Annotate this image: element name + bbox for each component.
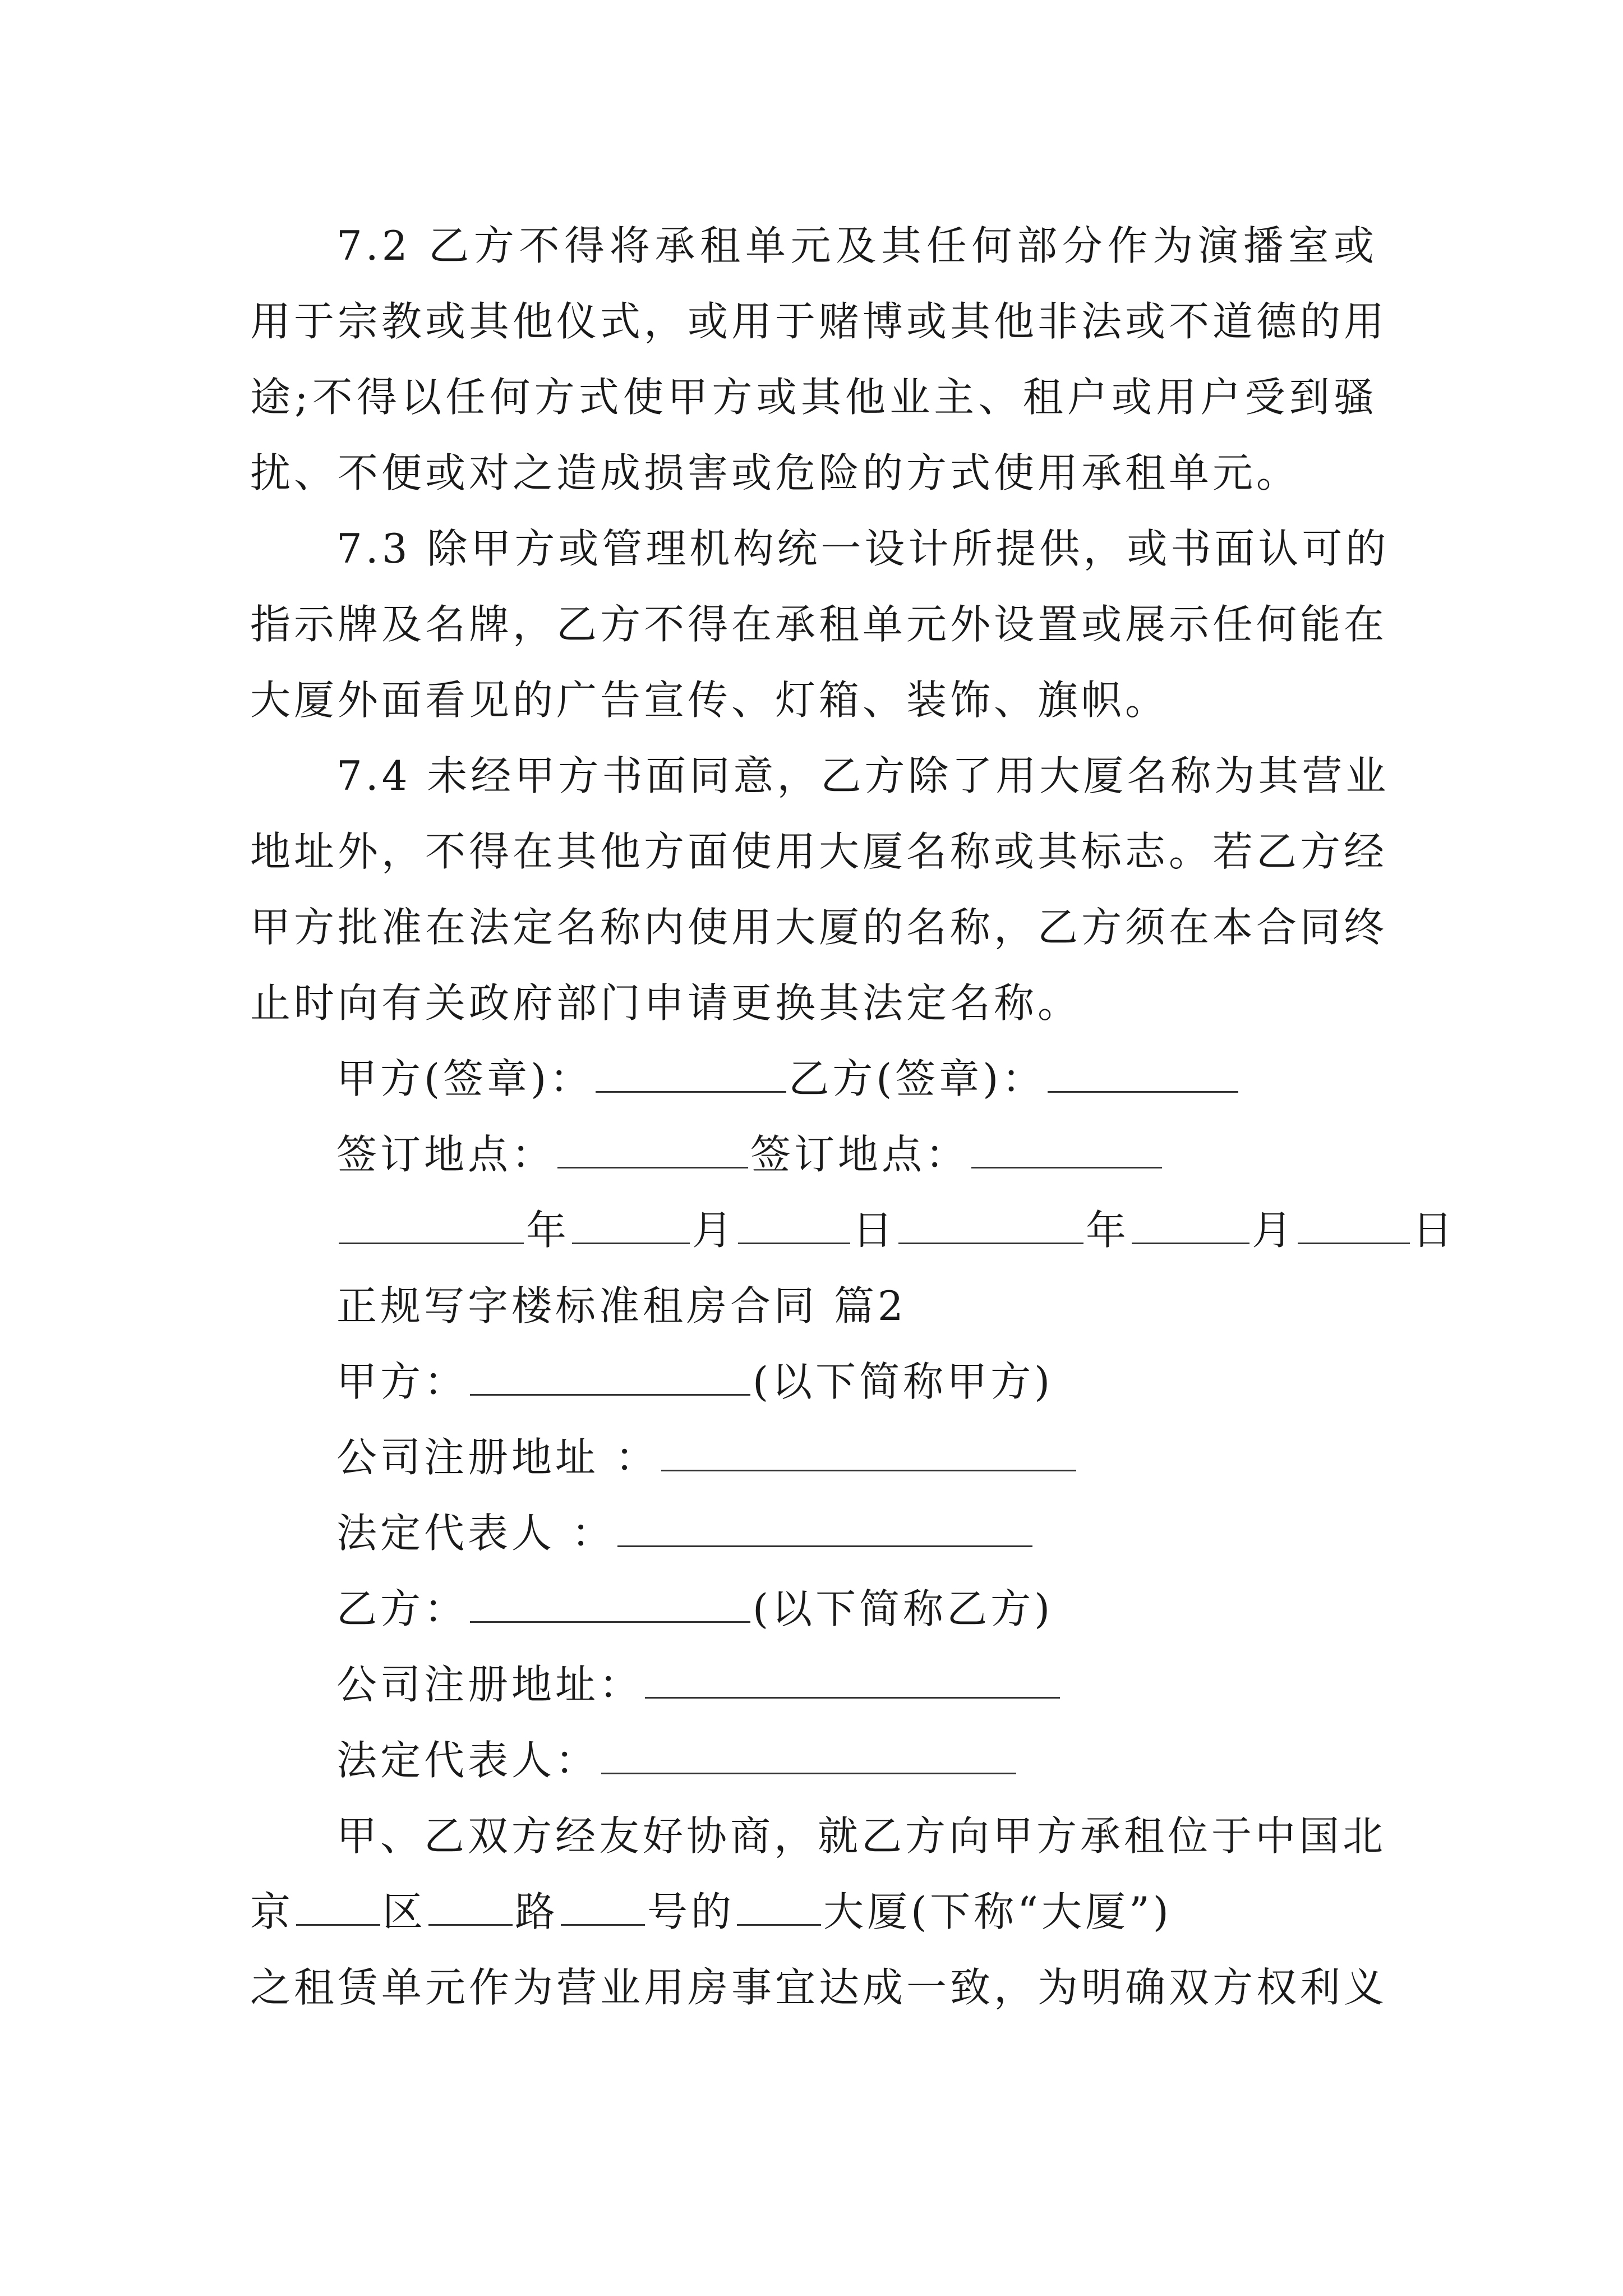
sec74-line-4: 止时向有关政府部门申请更换其法定名称。 [250,979,1082,1027]
district-blank[interactable] [296,1884,380,1926]
party-a-address-row [336,1429,1078,1485]
intro-line-2 [250,1884,1172,1940]
year-b-blank[interactable] [898,1202,1083,1244]
place-b-label: 签订地点： [750,1131,970,1178]
place-a-label: 签订地点： [336,1131,556,1178]
party-b-sign-label: 乙方(签章)： [789,1055,1046,1102]
sec72-line-3: 途;不得以任何方式使甲方或其他业主、租户或用户受到骚 [250,374,1377,421]
road-blank[interactable] [428,1884,513,1926]
intro-lu: 路 [515,1888,559,1935]
intro-building: 大厦(下称“大厦”) [823,1888,1172,1935]
party-b-address-label: 公司注册地址： [336,1661,643,1708]
party-a-rep-row [336,1505,1035,1561]
party-b-sign-blank[interactable] [1048,1051,1238,1093]
party-a-label: 甲方： [336,1358,468,1405]
party-a-address-blank[interactable] [661,1429,1076,1471]
intro-hao-de: 号的 [647,1888,735,1935]
party-b-name-blank[interactable] [470,1581,750,1623]
day-a-blank[interactable] [738,1202,850,1244]
building-blank[interactable] [737,1884,821,1926]
day-a-label: 日 [852,1207,897,1254]
signing-place-row [336,1126,1164,1182]
day-b-label: 日 [1412,1207,1456,1254]
month-a-blank[interactable] [572,1202,690,1244]
number-blank[interactable] [561,1884,645,1926]
intro-jing: 京 [250,1888,294,1935]
intro-line-1: 甲、乙双方经友好协商，就乙方向甲方承租位于中国北 [336,1812,1387,1860]
party-a-rep-label: 法定代表人 ： [336,1510,615,1557]
party-b-rep-blank[interactable] [601,1732,1016,1774]
month-b-blank[interactable] [1132,1202,1249,1244]
year-a-label: 年 [526,1207,570,1254]
sec73-line-3: 大厦外面看见的广告宣传、灯箱、装饰、旗帜。 [250,677,1169,724]
sec72-line-4: 扰、不便或对之造成损害或危险的方式使用承租单元。 [250,449,1301,496]
sec72-line-1: 7.2 乙方不得将承租单元及其任何部分作为演播室或 [336,222,1377,269]
sec74-line-2: 地址外，不得在其他方面使用大厦名称或其标志。若乙方经 [250,828,1388,875]
party-a-note: (以下简称甲方) [753,1358,1054,1405]
party-a-sign-label: 甲方(签章)： [336,1055,594,1102]
place-b-blank[interactable] [971,1126,1162,1168]
date-row [336,1202,1456,1258]
year-a-blank[interactable] [339,1202,524,1244]
sec72-line-2: 用于宗教或其他仪式，或用于赌博或其他非法或不道德的用 [250,298,1388,345]
contract-2-title: 正规写字楼标准租房合同 篇2 [336,1282,907,1329]
sec73-line-2: 指示牌及名牌，乙方不得在承租单元外设置或展示任何能在 [250,601,1388,648]
signature-row [336,1051,1241,1107]
sec74-line-1: 7.4 未经甲方书面同意，乙方除了用大厦名称为其营业 [336,752,1390,799]
party-a-name-blank[interactable] [470,1354,750,1396]
intro-line-3: 之租赁单元作为营业用房事宜达成一致，为明确双方权利义 [250,1964,1388,2011]
sec74-line-3: 甲方批准在法定名称内使用大厦的名称，乙方须在本合同终 [250,904,1388,951]
party-a-address-label: 公司注册地址 ： [336,1434,659,1481]
sec73-line-1: 7.3 除甲方或管理机构统一设计所提供，或书面认可的 [336,525,1390,572]
month-a-label: 月 [692,1207,736,1254]
party-b-label: 乙方： [336,1585,468,1632]
party-b-address-blank[interactable] [645,1657,1060,1699]
party-b-note: (以下简称乙方) [753,1585,1054,1632]
party-a-row [336,1354,1053,1410]
day-b-blank[interactable] [1298,1202,1410,1244]
party-b-rep-row [336,1732,1018,1788]
party-a-rep-blank[interactable] [617,1505,1032,1547]
party-b-rep-label: 法定代表人： [336,1737,600,1784]
intro-qu: 区 [382,1888,427,1935]
month-b-label: 月 [1252,1207,1296,1254]
party-b-address-row [336,1657,1062,1713]
year-b-label: 年 [1086,1207,1130,1254]
party-b-row [336,1581,1053,1637]
party-a-sign-blank[interactable] [596,1051,786,1093]
place-a-blank[interactable] [557,1126,748,1168]
